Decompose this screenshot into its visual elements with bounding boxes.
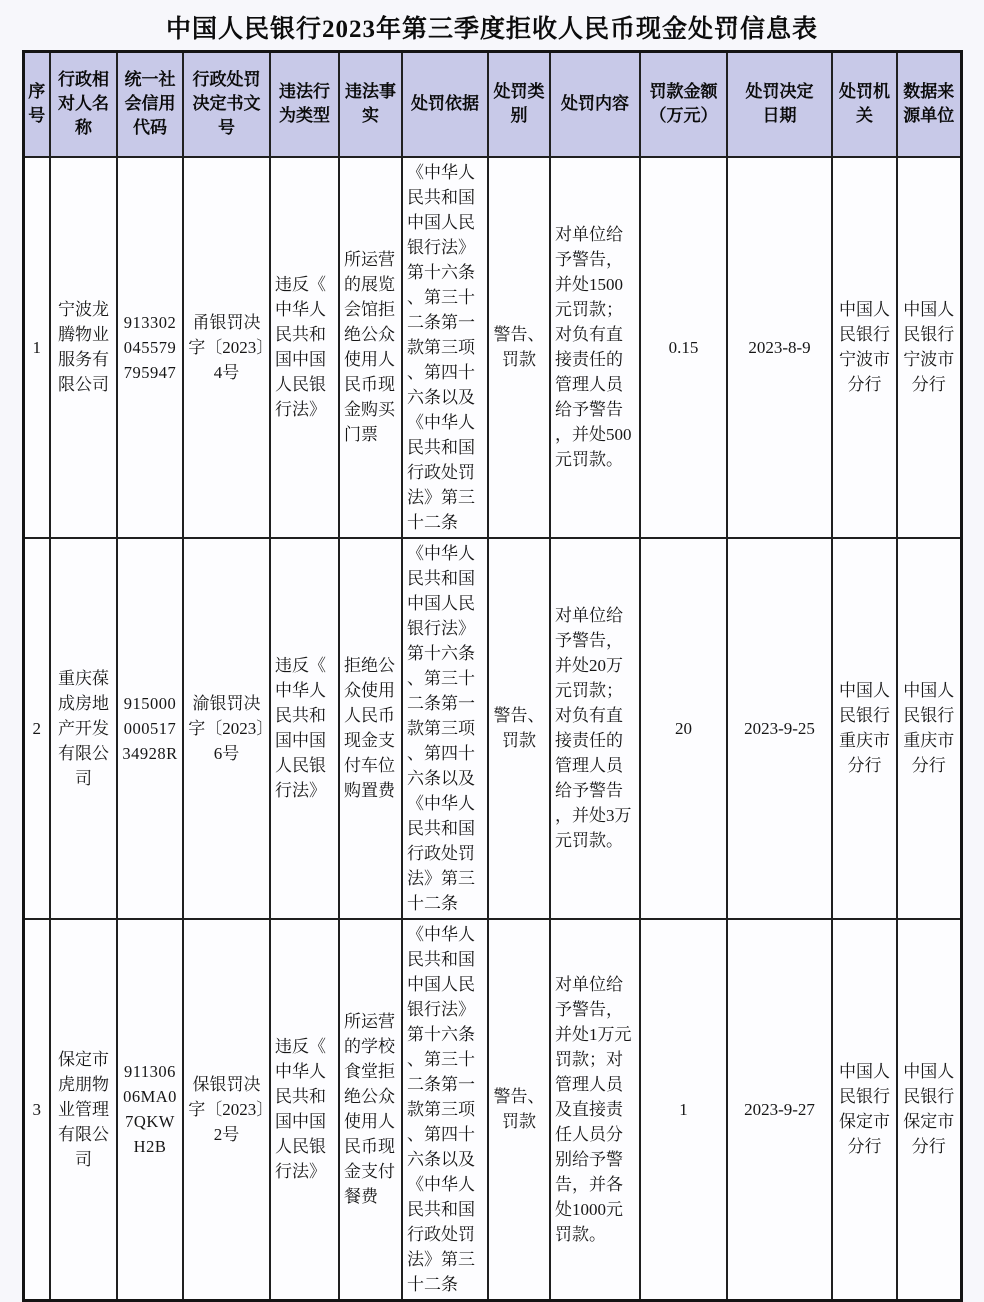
cell-violation-fact: 拒绝公众使用人民币现金支付车位购置费	[339, 538, 402, 919]
table-header-row	[23, 52, 961, 157]
cell-decision-doc-no: 保银罚决字〔2023〕2号	[183, 919, 270, 1301]
col-header-decision-date: 处罚决定日期	[727, 52, 832, 157]
penalty-table	[22, 50, 963, 1302]
table-row	[23, 157, 961, 538]
cell-violation-type: 违反《中华人民共和国中国人民银行法》	[270, 919, 339, 1301]
cell-fine-amount: 1	[640, 919, 727, 1301]
cell-penalty-content: 对单位给予警告，并处1万元罚款；对管理人员及直接责任人员分别给予警告，并各处1000元罚款。	[550, 919, 640, 1301]
cell-violation-type: 违反《中华人民共和国中国人民银行法》	[270, 538, 339, 919]
col-header-decision-doc-no: 行政处罚决定书文号	[183, 52, 270, 157]
cell-penalty-content: 对单位给予警告，并处1500元罚款；对负有直接责任的管理人员给予警告，并处500元罚款。	[550, 157, 640, 538]
cell-party-name: 重庆葆成房地产开发有限公司	[50, 538, 117, 919]
col-header-seq: 序号	[23, 52, 50, 157]
table-row	[23, 919, 961, 1301]
col-header-penalty-category: 处罚类别	[488, 52, 550, 157]
cell-penalty-authority: 中国人民银行保定市分行	[832, 919, 897, 1301]
cell-data-source: 中国人民银行宁波市分行	[897, 157, 961, 538]
cell-data-source: 中国人民银行重庆市分行	[897, 538, 961, 919]
col-header-penalty-content: 处罚内容	[550, 52, 640, 157]
cell-party-name: 宁波龙腾物业服务有限公司	[50, 157, 117, 538]
document-title: 中国人民银行2023年第三季度拒收人民币现金处罚信息表	[165, 16, 818, 43]
cell-credit-code: 913302045579795947	[117, 157, 183, 538]
cell-party-name: 保定市虎朋物业管理有限公司	[50, 919, 117, 1301]
cell-violation-fact: 所运营的展览会馆拒绝公众使用人民币现金购买门票	[339, 157, 402, 538]
cell-decision-date: 2023-9-27	[727, 919, 832, 1301]
col-header-party-name: 行政相对人名称	[50, 52, 117, 157]
cell-penalty-basis: 《中华人民共和国中国人民银行法》第十六条、第三十二条第一款第三项、第四十六条以及《中华人民共和国行政处罚法》第三十二条	[402, 538, 488, 919]
cell-decision-date: 2023-8-9	[727, 157, 832, 538]
cell-penalty-basis: 《中华人民共和国中国人民银行法》第十六条、第三十二条第一款第三项、第四十六条以及《中华人民共和国行政处罚法》第三十二条	[402, 919, 488, 1301]
col-header-penalty-authority: 处罚机关	[832, 52, 897, 157]
col-header-credit-code: 统一社会信用代码	[117, 52, 183, 157]
cell-decision-date: 2023-9-25	[727, 538, 832, 919]
cell-data-source: 中国人民银行保定市分行	[897, 919, 961, 1301]
col-header-violation-fact: 违法事实	[339, 52, 402, 157]
cell-penalty-basis: 《中华人民共和国中国人民银行法》第十六条、第三十二条第一款第三项、第四十六条以及《中华人民共和国行政处罚法》第三十二条	[402, 157, 488, 538]
cell-penalty-content: 对单位给予警告，并处20万元罚款；对负有直接责任的管理人员给予警告，并处3万元罚款。	[550, 538, 640, 919]
col-header-violation-type: 违法行为类型	[270, 52, 339, 157]
cell-seq: 1	[23, 157, 50, 538]
cell-penalty-category: 警告、罚款	[488, 157, 550, 538]
cell-fine-amount: 0.15	[640, 157, 727, 538]
cell-violation-fact: 所运营的学校食堂拒绝公众使用人民币现金支付餐费	[339, 919, 402, 1301]
cell-credit-code: 91500000051734928R	[117, 538, 183, 919]
cell-penalty-authority: 中国人民银行重庆市分行	[832, 538, 897, 919]
cell-fine-amount: 20	[640, 538, 727, 919]
col-header-fine-amount: 罚款金额（万元）	[640, 52, 727, 157]
cell-seq: 3	[23, 919, 50, 1301]
col-header-data-source: 数据来源单位	[897, 52, 961, 157]
cell-decision-doc-no: 甬银罚决字〔2023〕4号	[183, 157, 270, 538]
cell-penalty-category: 警告、罚款	[488, 919, 550, 1301]
cell-seq: 2	[23, 538, 50, 919]
cell-penalty-category: 警告、罚款	[488, 538, 550, 919]
col-header-penalty-basis: 处罚依据	[402, 52, 488, 157]
cell-penalty-authority: 中国人民银行宁波市分行	[832, 157, 897, 538]
cell-violation-type: 违反《中华人民共和国中国人民银行法》	[270, 157, 339, 538]
cell-credit-code: 91130606MA07QKWH2B	[117, 919, 183, 1301]
cell-decision-doc-no: 渝银罚决字〔2023〕6号	[183, 538, 270, 919]
table-row	[23, 538, 961, 919]
